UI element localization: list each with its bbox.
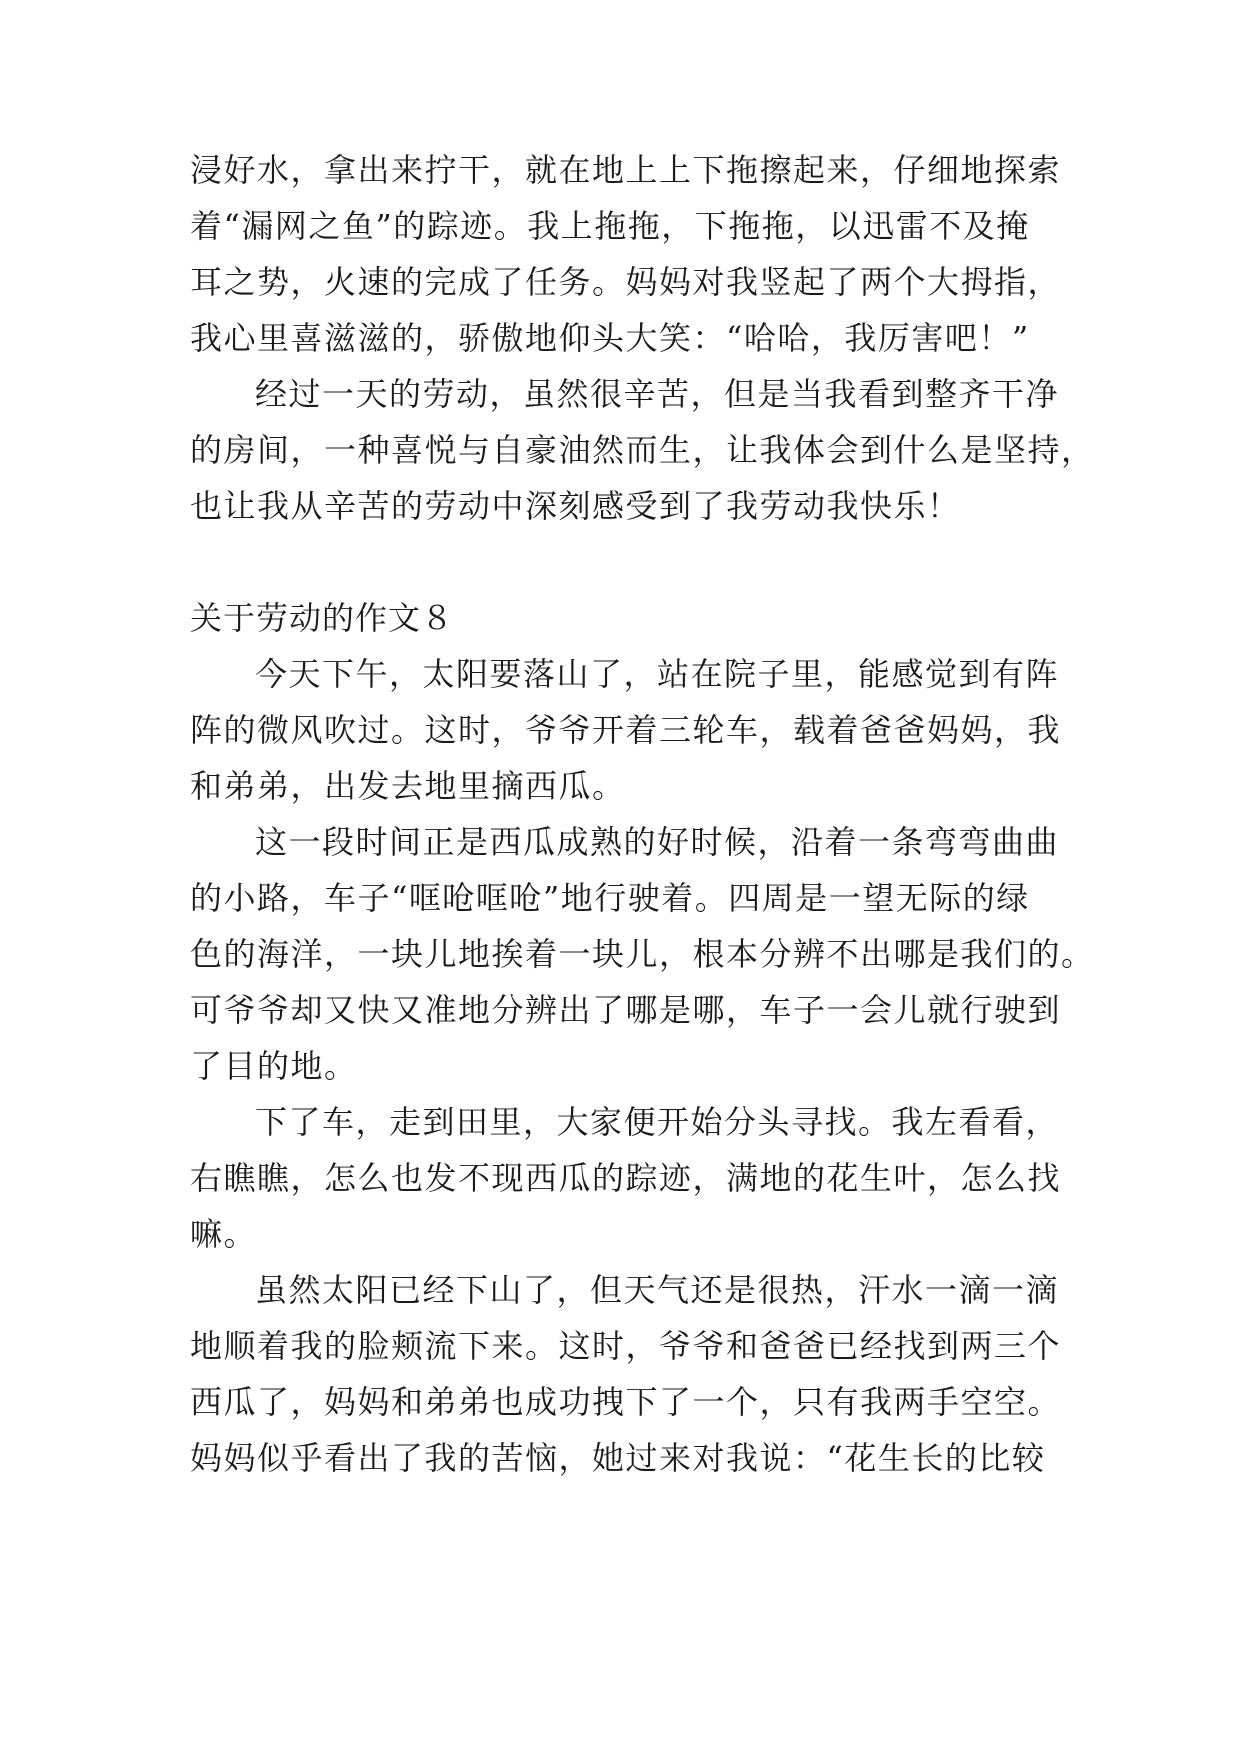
text-line: 也让我从辛苦的劳动中深刻感受到了我劳动我快乐！ bbox=[190, 487, 961, 525]
section-heading: 关于劳动的作文８ bbox=[190, 599, 455, 637]
paragraph-first-line: 经过一天的劳动，虽然很辛苦，但是当我看到整齐干净 bbox=[255, 375, 1060, 413]
text-line: 耳之势，火速的完成了任务。妈妈对我竖起了两个大拇指， bbox=[190, 263, 1062, 301]
text-line: 嘛。 bbox=[190, 1215, 258, 1253]
text-line: 西瓜了，妈妈和弟弟也成功拽下了一个，只有我两手空空。 bbox=[190, 1383, 1062, 1421]
text-line: 浸好水，拿出来拧干，就在地上上下拖擦起来，仔细地探索 bbox=[190, 151, 1062, 189]
paragraph-first-line: 虽然太阳已经下山了，但天气还是很热，汗水一滴一滴 bbox=[255, 1271, 1060, 1309]
text-line: 妈妈似乎看出了我的苦恼，她过来对我说：“花生长的比较 bbox=[190, 1439, 1046, 1477]
text-line: 色的海洋，一块儿地挨着一块儿，根本分辨不出哪是我们的。 bbox=[190, 935, 1095, 973]
text-line: 我心里喜滋滋的，骄傲地仰头大笑：“哈哈，我厉害吧！” bbox=[190, 319, 1030, 357]
text-line: 可爷爷却又快又准地分辨出了哪是哪，车子一会儿就行驶到 bbox=[190, 991, 1062, 1029]
paragraph-first-line: 下了车，走到田里，大家便开始分头寻找。我左看看， bbox=[255, 1103, 1060, 1141]
text-line: 了目的地。 bbox=[190, 1047, 358, 1085]
text-line: 阵的微风吹过。这时，爷爷开着三轮车，载着爸爸妈妈，我 bbox=[190, 711, 1062, 749]
text-line: 着“漏网之鱼”的踪迹。我上拖拖，下拖拖，以迅雷不及掩 bbox=[190, 207, 1030, 245]
paragraph-first-line: 这一段时间正是西瓜成熟的好时候，沿着一条弯弯曲曲 bbox=[255, 823, 1060, 861]
text-line: 地顺着我的脸颊流下来。这时，爷爷和爸爸已经找到两三个 bbox=[190, 1327, 1062, 1365]
text-line: 右瞧瞧，怎么也发不现西瓜的踪迹，满地的花生叶，怎么找 bbox=[190, 1159, 1062, 1197]
text-line: 的小路，车子“哐呛哐呛”地行驶着。四周是一望无际的绿 bbox=[190, 879, 1030, 917]
text-line: 和弟弟，出发去地里摘西瓜。 bbox=[190, 767, 626, 805]
paragraph-first-line: 今天下午，太阳要落山了，站在院子里，能感觉到有阵 bbox=[255, 655, 1060, 693]
text-line: 的房间，一种喜悦与自豪油然而生，让我体会到什么是坚持， bbox=[190, 431, 1095, 469]
